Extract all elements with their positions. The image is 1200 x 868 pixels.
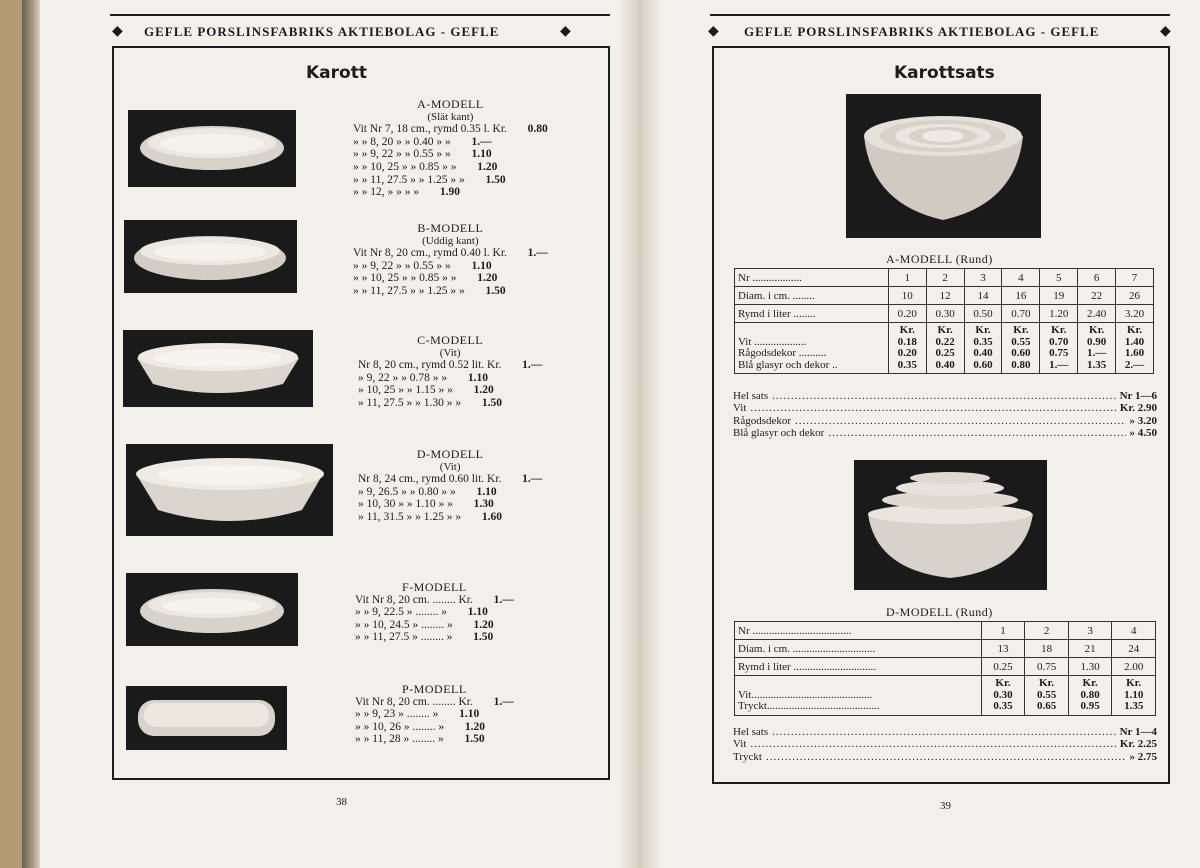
price-row: Nr 8, 20 cm., rymd 0.52 lit. Kr. 1.— xyxy=(358,359,543,372)
model-f xyxy=(355,581,514,644)
set-row: Hel sats ..... Nr 1—6 xyxy=(733,390,1157,402)
a-model-set-prices xyxy=(733,390,1157,440)
model-subtitle: (Uddig kant) xyxy=(422,234,479,247)
model-subtitle: (Slät kant) xyxy=(427,110,474,123)
bowl-photo-c xyxy=(123,330,313,407)
price-row: » » 11, 27.5 » » 1.25 » » 1.50 xyxy=(353,173,506,186)
bowl-photo-b xyxy=(124,220,297,293)
price-row: » » 9, 23 » ........ » 1.10 xyxy=(355,708,480,721)
price-cell: Kr. 0.55 0.60 0.80 xyxy=(1002,323,1040,374)
price-row: » » 10, 26 » ........ » 1.20 xyxy=(355,720,485,733)
bowl-photo-f xyxy=(126,573,298,646)
set-row: Hel sats ..... Nr 1—4 xyxy=(733,726,1157,738)
price-cell: Kr. 0.35 0.40 0.60 xyxy=(964,323,1002,374)
left-page xyxy=(40,0,620,868)
price-cell: Kr. 0.18 0.20 0.35 xyxy=(888,323,926,374)
price-row: » » 10, 25 » » 0.85 » » 1.20 xyxy=(353,272,498,285)
diamond-icon: ◆ xyxy=(112,24,123,39)
binding-edge xyxy=(22,0,40,868)
right-page xyxy=(660,0,1200,868)
price-row: » 11, 31.5 » » 1.25 » » 1.60 xyxy=(358,510,502,523)
row-label: Diam. i cm. ........ xyxy=(735,287,889,305)
set-row: Blå glasyr och dekor ..... » 4.50 xyxy=(733,427,1157,439)
d-model-set-prices xyxy=(733,726,1157,763)
model-p xyxy=(355,683,514,746)
page-title: Karottsats xyxy=(894,63,995,83)
model-d xyxy=(358,448,542,524)
price-row: » » 11, 27.5 » ........ » 1.50 xyxy=(355,631,494,644)
d-model-title: D-MODELL (Rund) xyxy=(886,605,993,619)
price-cell: Kr. 0.30 0.35 xyxy=(981,676,1025,716)
price-row: » » 12, » » » » 1.90 xyxy=(353,186,460,199)
model-title: F-MODELL xyxy=(402,580,467,594)
a-model-table: Nr .................. 1 2 3 4 5 6 7 Diam. i cm. ........ 10 12 14 16 19 22 26 Rymd i liter ........ 0.20 0.30 0.50 0.70 1.20 2.40 3.20 Vit ................... Rågodsdekor .......... Blå glasyr och dekor .. Kr. 0.18 0.20 0.35 Kr. 0.22 0.25 0.40 Kr. 0.35 0.40 0.60 Kr. 0.55 0.60 0.80 Kr. 0.70 0.75 1.— Kr. 0.90 1.— 1.35 Kr. 1.40 1.60 2.— xyxy=(734,268,1154,374)
diamond-icon: ◆ xyxy=(560,24,571,39)
row-label: Rymd i liter ........ xyxy=(735,305,889,323)
d-model-table: Nr .................................... 1 2 3 4 Diam. i cm. .............................. 13 18 21 24 Rymd i liter .............................. 0.25 0.75 1.30 2.00 Vit............................................ Tryckt......................................... Kr. 0.30 0.35 Kr. 0.55 0.65 Kr. 0.80 0.95 Kr. 1.10 1.35 xyxy=(734,621,1156,716)
nested-bowls-photo-d xyxy=(854,460,1047,590)
price-row: » 10, 25 » » 1.15 » » 1.20 xyxy=(358,384,494,397)
binding-strip xyxy=(0,0,22,868)
model-c xyxy=(358,334,542,410)
model-subtitle: (Vit) xyxy=(439,460,461,473)
page-number: 38 xyxy=(336,796,347,808)
header-rule-top xyxy=(110,14,610,16)
price-row: » 10, 30 » » 1.10 » » 1.30 xyxy=(358,498,494,511)
price-row: » 11, 27.5 » » 1.30 » » 1.50 xyxy=(358,396,502,409)
price-cell: Kr. 0.70 0.75 1.— xyxy=(1040,323,1078,374)
price-row: » » 9, 22 » » 0.55 » » 1.10 xyxy=(353,259,492,272)
bowl-photo-a xyxy=(128,110,296,187)
model-title: P-MODELL xyxy=(402,682,467,696)
price-row: » » 10, 25 » » 0.85 » » 1.20 xyxy=(353,160,498,173)
row-label: Rymd i liter .............................. xyxy=(735,658,982,676)
row-label: Diam. i cm. .............................. xyxy=(735,640,982,658)
price-row: Vit Nr 7, 18 cm., rymd 0.35 l. Kr. 0.80 xyxy=(353,123,548,136)
set-row: Vit ..... Kr. 2.25 xyxy=(733,738,1157,750)
page-title: Karott xyxy=(306,63,367,83)
row-label: Nr .................................... xyxy=(735,622,982,640)
price-row: » » 11, 27.5 » » 1.25 » » 1.50 xyxy=(353,284,506,297)
running-head-right: GEFLE PORSLINSFABRIKS AKTIEBOLAG - GEFLE xyxy=(744,24,1100,39)
set-row: Vit ..... Kr. 2.90 xyxy=(733,402,1157,414)
gutter xyxy=(620,0,660,868)
price-row: » 9, 26.5 » » 0.80 » » 1.10 xyxy=(358,485,497,498)
model-title: A-MODELL xyxy=(417,97,484,111)
price-cell: Kr. 0.22 0.25 0.40 xyxy=(926,323,964,374)
price-row: » » 8, 20 » » 0.40 » » 1.— xyxy=(353,135,492,148)
price-cell: Kr. 1.10 1.35 xyxy=(1112,676,1156,716)
page-number: 39 xyxy=(940,800,951,812)
price-row: » » 10, 24.5 » ........ » 1.20 xyxy=(355,618,494,631)
model-title: D-MODELL xyxy=(416,447,484,461)
price-row: Vit Nr 8, 20 cm., rymd 0.40 l. Kr. 1.— xyxy=(353,247,548,260)
price-cell: Kr. 0.55 0.65 xyxy=(1025,676,1069,716)
row-label: Nr .................. xyxy=(735,269,889,287)
price-cell: Kr. 0.90 1.— 1.35 xyxy=(1078,323,1116,374)
model-subtitle: (Vit) xyxy=(439,346,461,359)
set-row: Rågodsdekor ..... » 3.20 xyxy=(733,415,1157,427)
price-row: Nr 8, 24 cm., rymd 0.60 lit. Kr. 1.— xyxy=(358,473,543,486)
bowl-photo-p xyxy=(126,686,287,750)
price-cell: Kr. 0.80 0.95 xyxy=(1068,676,1112,716)
nested-bowls-photo-a xyxy=(846,94,1041,238)
price-row: » 9, 22 » » 0.78 » » 1.10 xyxy=(358,371,488,384)
model-b xyxy=(353,222,548,298)
price-labels: Vit ................... Rågodsdekor .......... Blå glasyr och dekor .. xyxy=(735,323,889,374)
model-title: B-MODELL xyxy=(417,221,484,235)
price-row: » » 11, 28 » ........ » 1.50 xyxy=(355,733,485,746)
price-row: Vit Nr 8, 20 cm. ........ Kr. 1.— xyxy=(355,695,514,708)
price-cell: Kr. 1.40 1.60 2.— xyxy=(1116,323,1154,374)
price-labels: Vit............................................ Tryckt......................................... xyxy=(735,676,982,716)
diamond-icon: ◆ xyxy=(708,24,719,39)
model-title: C-MODELL xyxy=(417,333,484,347)
price-row: Vit Nr 8, 20 cm. ........ Kr. 1.— xyxy=(355,593,514,606)
a-model-title: A-MODELL (Rund) xyxy=(886,252,993,266)
bowl-photo-d xyxy=(126,444,333,536)
header-rule-top xyxy=(710,14,1170,16)
price-row: » » 9, 22 » » 0.55 » » 1.10 xyxy=(353,148,492,161)
set-row: Tryckt ..... » 2.75 xyxy=(733,751,1157,763)
price-row: » » 9, 22.5 » ........ » 1.10 xyxy=(355,606,488,619)
diamond-icon: ◆ xyxy=(1160,24,1171,39)
running-head-left: GEFLE PORSLINSFABRIKS AKTIEBOLAG - GEFLE xyxy=(144,24,500,39)
model-a xyxy=(353,98,548,199)
